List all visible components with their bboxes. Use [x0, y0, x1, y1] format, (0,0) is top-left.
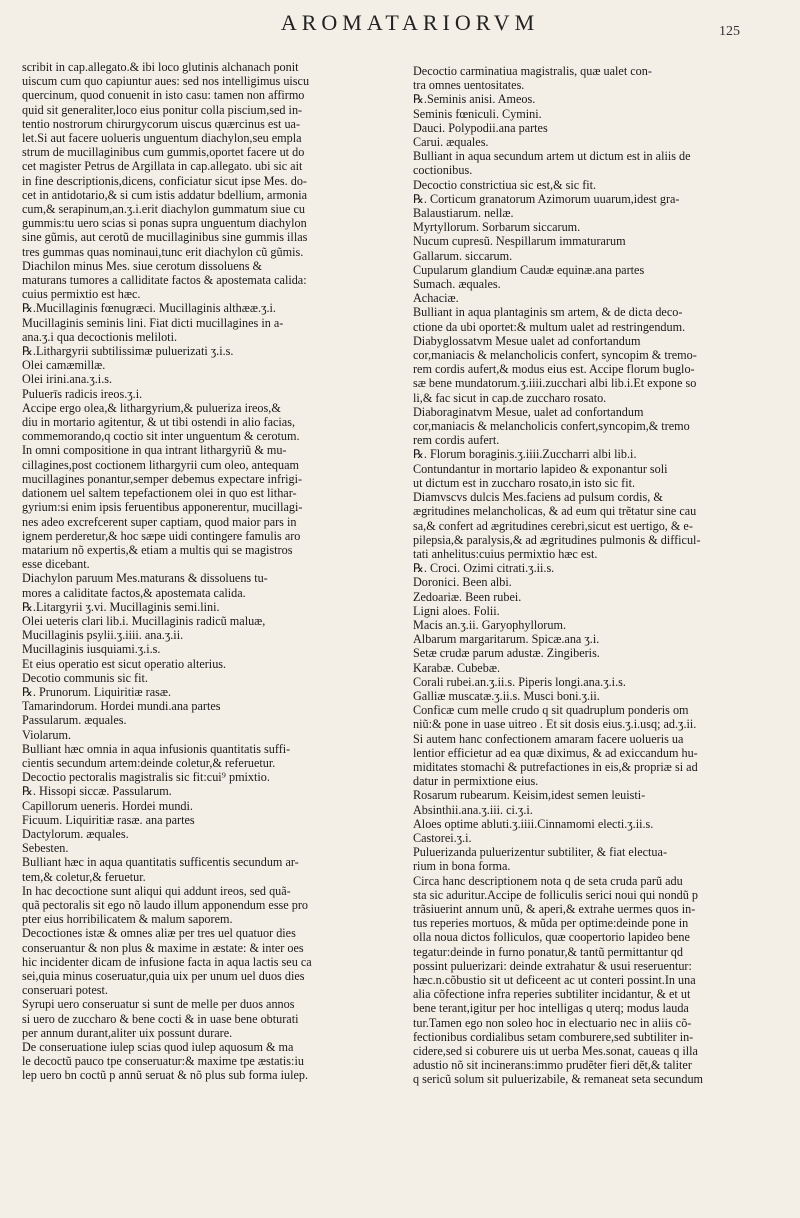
text-line: per annum durant,aliter uix possunt durare. — [22, 1025, 233, 1040]
text-line: Diaboraginatvm Mesue, ualet ad confortandum — [413, 404, 644, 419]
text-line: Doronici. Been albi. — [413, 575, 512, 590]
text-line: cet magister Petrus de Argillata in cap.allegato. ubi sic ait — [22, 159, 303, 174]
text-line: Decotio communis sic fit. — [22, 670, 148, 685]
text-line: Balaustiarum. nellæ. — [413, 206, 514, 221]
text-line: niũ:& pone in uase uitreo . Et sit dosis eius.ʒ.i.usq; ad.ʒ.ii. — [413, 717, 697, 732]
text-line: gummis:tu uero scias si ponas supra unguentum diachylon — [22, 216, 307, 231]
text-line: Puluerizanda puluerizentur subtiliter, & fiat electua- — [413, 845, 667, 860]
text-line: Tamarindorum. Hordei mundi.ana partes — [22, 699, 221, 714]
text-line: q sericũ solum sit puluerizabile, & remaneat seta secundum — [413, 1072, 704, 1087]
text-line: tra omnes uentositates. — [413, 78, 525, 93]
text-line: Diachylon paruum Mes.maturans & dissoluens tu- — [22, 571, 268, 586]
text-line: Passularum. æquales. — [22, 713, 127, 728]
text-line: lep uero bn coctũ p annũ seruat & nõ plus sub forma iulep. — [22, 1068, 309, 1083]
text-line: ℞.Lithargyrii subtilissimæ puluerizati ʒ.i.s. — [22, 344, 234, 359]
text-line: cidere,sed si coburere uis ut uerba Mes.sonat, caueas q illa — [413, 1044, 698, 1059]
text-line: sine gũmis, aut cerotũ de mucillaginibus sine gummis illas — [22, 230, 308, 245]
text-line: Ficuum. Liquiritiæ rasæ. ana partes — [22, 812, 195, 827]
text-line: ℞. Hissopi siccæ. Passularum. — [22, 784, 172, 799]
text-line: quid sit generaliter,loco eius ponitur colla piscium,sed in- — [22, 102, 303, 117]
text-line: quã pectoralis sit ego nõ laudo illum apponendum esse pro — [22, 897, 309, 912]
text-line: alia cõfectione infra reperies subtiliter incidantur, & et ut — [413, 987, 691, 1002]
text-line: Sumach. æquales. — [413, 277, 501, 292]
text-line: fectionibus cordialibus setam comburere,sed subtiliter in- — [413, 1029, 694, 1044]
text-line: quercinum, quod conuenit in isto casu: tamen non affirmo — [22, 88, 305, 103]
text-line: sei,quia minus coseruatur,quia uix per unum uel duos dies — [22, 969, 305, 983]
text-line: ægritudines melancholicas, & ad eum qui trẽtatur sine cau — [413, 504, 697, 519]
text-line: tati anhelitus:cuius permixtio hæc est. — [413, 546, 598, 561]
text-line: Albarum margaritarum. Spicæ.ana ʒ.i. — [413, 632, 600, 647]
text-line: le decoctũ pauco tpe conseruatur:& maxime tpe æstatis:iu — [22, 1054, 304, 1069]
text-line: Galliæ muscatæ.ʒ.ii.s. Musci boni.ʒ.ii. — [413, 688, 600, 703]
text-line: Bulliant in aqua plantaginis sm artem, & de dicta deco- — [413, 305, 683, 320]
text-line: Gallarum. siccarum. — [413, 248, 513, 263]
text-line: maturans tumores a calliditate factos & apostemata calida: — [22, 273, 307, 288]
text-line: ℞.Seminis anisi. Ameos. — [413, 92, 536, 107]
text-line: Sebesten. — [22, 841, 69, 856]
text-line: adustio nõ sit incinerans:immo prudẽter fieri dẽt,& taliter — [413, 1058, 692, 1073]
text-line: diu in mortario agitentur, & ut tibi ostendi in alio facias, — [22, 415, 295, 430]
text-line: Puluerīs radicis ireos.ʒ.i. — [22, 386, 143, 401]
text-line: Conficæ cum melle crudo q sit quadruplum ponderis om — [413, 703, 689, 718]
text-line: Karabæ. Cubebæ. — [413, 660, 500, 675]
text-line: coctionibus. — [413, 163, 473, 178]
text-line: rem cordis aufert. — [413, 433, 500, 448]
text-line: Dactylorum. æquales. — [22, 826, 129, 841]
text-line: tegatur:deinde in furno ponatur,& tantũ permittantur qd — [413, 944, 683, 959]
text-line: let.Si aut facere uolueris unguentum diachylon,seu empla — [22, 131, 302, 146]
text-line: Absinthii.ana.ʒ.iii. ci.ʒ.i. — [413, 802, 533, 817]
text-line: cor,maniacis & melancholicis confert, syncopim & tremo- — [413, 348, 697, 363]
text-line: ana.ʒ.i qua decoctionis meliloti. — [22, 329, 178, 344]
text-line: Macis an.ʒ.ii. Garyophyllorum. — [413, 617, 566, 632]
text-line: in fine descriptionis,dicens, conficiatur sicut ipse Mes. do- — [22, 173, 307, 188]
text-line: ℞. Florum boraginis.ʒ.iiii.Zuccharri albi lib.i. — [413, 447, 637, 462]
text-line: Seminis fœniculi. Cymini. — [413, 106, 542, 121]
text-line: mores a caliditate factos,& apostemata calida. — [22, 585, 246, 600]
text-line: hæc.n.cõbustio sit ut deficeent ac ut conteri possint.In una — [413, 973, 696, 987]
text-line: Aloes optime abluti.ʒ.iiii.Cinnamomi electi.ʒ.ii.s. — [413, 816, 654, 831]
text-line: cillagines,post coctionem lithargyrii cum oleo, antequam — [22, 457, 299, 472]
left-column — [22, 60, 387, 1083]
text-line: Myrtyllorum. Sorbarum siccarum. — [413, 220, 581, 235]
text-line: Circa hanc descriptionem nota q de seta cruda parũ adu — [413, 873, 683, 888]
text-line: cum,& serapinum,an.ʒ.i.erit diachylon gummatum siue cu — [22, 202, 305, 217]
text-line: ℞. Croci. Ozimi citrati.ʒ.ii.s. — [413, 561, 555, 576]
text-line: rem cordis aufert,& modus eius est. Accipe florum buglo- — [413, 362, 695, 377]
text-line: Ligni aloes. Folii. — [413, 603, 500, 618]
text-line: mucillagines ponantur,semper debemus expectare infrigi- — [22, 471, 303, 486]
text-line: Contundantur in mortario lapideo & exponantur soli — [413, 461, 668, 476]
text-line: ℞. Corticum granatorum Azimorum uuarum,idest gra- — [413, 191, 680, 206]
text-line: Carui. æquales. — [413, 135, 489, 150]
text-line: scribit in cap.allegato.& ibi loco glutinis alchanach ponit — [22, 60, 299, 74]
text-line: li,& fac sicut in cap.de zuccharo rosato. — [413, 390, 607, 405]
text-line: lentior efficietur ad ea quæ diximus, & ad exiccandum hu- — [413, 745, 698, 760]
text-line: Bulliant in aqua secundum artem ut dictum est in aliis de — [413, 149, 691, 164]
text-line: pilepsia,& paralysis,& ad ægritudines pulmonis & difficul- — [413, 532, 701, 547]
text-line: sæ bene mundatorum.ʒ.iiii.zucchari albi lib.i.Et expone so — [413, 376, 697, 391]
text-line: rium in bona forma. — [413, 859, 511, 874]
text-line: Setæ crudæ parum adustæ. Zingiberis. — [413, 646, 600, 661]
text-line: dationem uel saltem tepefactionem olei in quo est lithar- — [22, 486, 297, 501]
text-line: In omni compositione in qua intrant lithargyriũ & mu- — [22, 443, 287, 458]
text-line: ignem perderetur,& hoc sæpe uidi contingere famulis aro — [22, 528, 301, 543]
running-title: AROMATARIORVM — [280, 10, 540, 35]
text-line: ℞. Prunorum. Liquiritiæ rasæ. — [22, 684, 172, 699]
text-line: Diabyglossatvm Mesue ualet ad confortandum — [413, 333, 641, 348]
text-line: uiscum cum quo capiuntur aues: sed nos intelligimus uiscu — [22, 74, 310, 89]
text-line: datur in permixtione eius. — [413, 774, 539, 789]
text-line: cet in antidotario,& si cum istis addatur bdellium, armonia — [22, 187, 307, 202]
text-line: nes adeo excrefcerent super captiam, quod maior pars in — [22, 514, 297, 529]
text-line: Decoctiones istæ & omnes aliæ per tres uel quatuor dies — [22, 926, 296, 941]
text-line: Accipe ergo olea,& lithargyrium,& pulueriza ireos,& — [22, 400, 281, 415]
text-line: Mucillaginis iusquiami.ʒ.i.s. — [22, 642, 161, 657]
right-column — [413, 64, 778, 1087]
text-line: trãsiuerint annum unũ, & aperi,& extrahe uermes quos in- — [413, 901, 696, 916]
text-line: Decoctio constrictiua sic est,& sic fit. — [413, 177, 597, 192]
text-line: Corali rubei.an.ʒ.ii.s. Piperis longi.ana.ʒ.i.s. — [413, 674, 626, 689]
text-line: ctione da ubi oportet:& multum ualet ad restringendum. — [413, 319, 686, 334]
text-line: Bulliant hæc omnia in aqua infusionis quantitatis suffi- — [22, 741, 291, 756]
text-line: olla noua dictos folliculos, quæ coopertorio lapideo bene — [413, 930, 690, 945]
text-line: Dauci. Polypodii.ana partes — [413, 120, 548, 135]
text-line: hic incidenter dicam de infusione facta in aqua lactis seu ca — [22, 954, 312, 969]
text-line: ℞.Litargyrii ʒ.vi. Mucillaginis semi.lini. — [22, 599, 220, 614]
text-line: Rosarum rubearum. Keisim,idest semen leuisti- — [413, 788, 646, 803]
text-line: commemorando,q coctio sit inter unguentum & cerotum. — [22, 429, 300, 444]
text-line: conseruari potest. — [22, 983, 108, 998]
text-line: Mucillaginis psylii.ʒ.iiii. ana.ʒ.ii. — [22, 628, 184, 643]
text-line: Diamvscvs dulcis Mes.faciens ad pulsum cordis, & — [413, 490, 663, 505]
text-line: Achaciæ. — [413, 291, 459, 306]
text-line: si uero de zuccharo & bene cocti & in uase bene obturati — [22, 1011, 299, 1026]
text-line: sta sic aduritur.Accipe de folliculis serici noui qui nondũ p — [413, 887, 698, 902]
text-line: possint puluerizari: deinde extrahatur & usui reseruentur: — [413, 958, 692, 973]
text-line: In hac decoctione sunt aliqui qui addunt ireos, sed quã- — [22, 883, 291, 898]
text-line: bene terant,igitur per hoc intelligas q uterq; modus lauda — [413, 1001, 689, 1016]
text-line: Decoctio carminatiua magistralis, quæ ualet con- — [413, 64, 652, 78]
text-line: Zedoariæ. Been rubei. — [413, 589, 522, 604]
text-line: De conseruatione iulep scias quod iulep aquosum & ma — [22, 1040, 294, 1055]
text-line: matarium nõ expertis,& etiam a multis qui se magistros — [22, 542, 293, 557]
text-line: Olei camæmillæ. — [22, 358, 106, 373]
text-line: Capillorum ueneris. Hordei mundi. — [22, 798, 193, 813]
text-line: pter eius horribilicatem & malum saporem. — [22, 912, 233, 927]
text-line: tentio nostrorum chirurgycorum uiscus quærcinus est ua- — [22, 116, 301, 131]
text-line: miditates stomachi & putrefactiones in eis,& propriæ si ad — [413, 759, 698, 774]
text-line: esse dicebant. — [22, 557, 90, 572]
text-line: Si autem hanc confectionem amaram facere uolueris ua — [413, 731, 684, 746]
text-line: ℞.Mucillaginis fœnugræci. Mucillaginis althææ.ʒ.i. — [22, 301, 276, 316]
text-line: Decoctio pectoralis magistralis sic fit:cui⁹ pmixtio. — [22, 770, 270, 785]
text-line: ut dictum est in zuccharo rosato,in isto sic fit. — [413, 475, 636, 490]
text-line: strum de mucillaginibus cum gummis,oportet facere ut do — [22, 145, 305, 160]
text-line: tres gummas quas nominaui,tunc erit diachylon cũ gũmis. — [22, 244, 304, 259]
text-line: Nucum cupresũ. Nespillarum immaturarum — [413, 234, 626, 249]
text-line: Violarum. — [22, 727, 72, 742]
page-number: 125 — [719, 24, 740, 39]
text-line: tur.Tamen ego non soleo hoc in electuario nec in aliis cõ- — [413, 1015, 692, 1030]
text-line: Syrupi uero conseruatur si sunt de melle per duos annos — [22, 997, 295, 1012]
text-line: Diachilon minus Mes. siue cerotum dissoluens & — [22, 258, 263, 273]
text-line: cuius permixtio est hæc. — [22, 287, 141, 302]
text-line: cor,maniacis & melancholicis confert,syncopim,& tremo — [413, 419, 690, 434]
text-line: Castorei.ʒ.i. — [413, 830, 472, 845]
text-line: gyrium:si enim ipsis feruentibus apponerentur, mucillagi- — [22, 500, 303, 515]
text-line: tem,& coletur,& feruetur. — [22, 869, 146, 884]
text-line: Olei irini.ana.ʒ.i.s. — [22, 372, 113, 387]
text-line: cientis secundum artem:deinde coletur,& referuetur. — [22, 755, 276, 770]
text-line: Olei ueteris clari lib.i. Mucillaginis radicũ maluæ, — [22, 613, 266, 628]
text-line: Bulliant hæc in aqua quantitatis sufficentis secundum ar- — [22, 855, 299, 870]
text-line: conseruantur & non plus & maxime in æstate: & inter oes — [22, 940, 304, 955]
text-line: tus reperies mortuos, & mũda per optime:deinde pone in — [413, 916, 689, 931]
text-line: sa,& confert ad ægritudines cerebri,sicut est uertigo, & e- — [413, 518, 693, 533]
text-line: Cupularum glandium Caudæ equinæ.ana partes — [413, 262, 645, 277]
text-line: Mucillaginis seminis lini. Fiat dicti mucillagines in a- — [22, 315, 284, 330]
text-line: Et eius operatio est sicut operatio alterius. — [22, 656, 227, 671]
